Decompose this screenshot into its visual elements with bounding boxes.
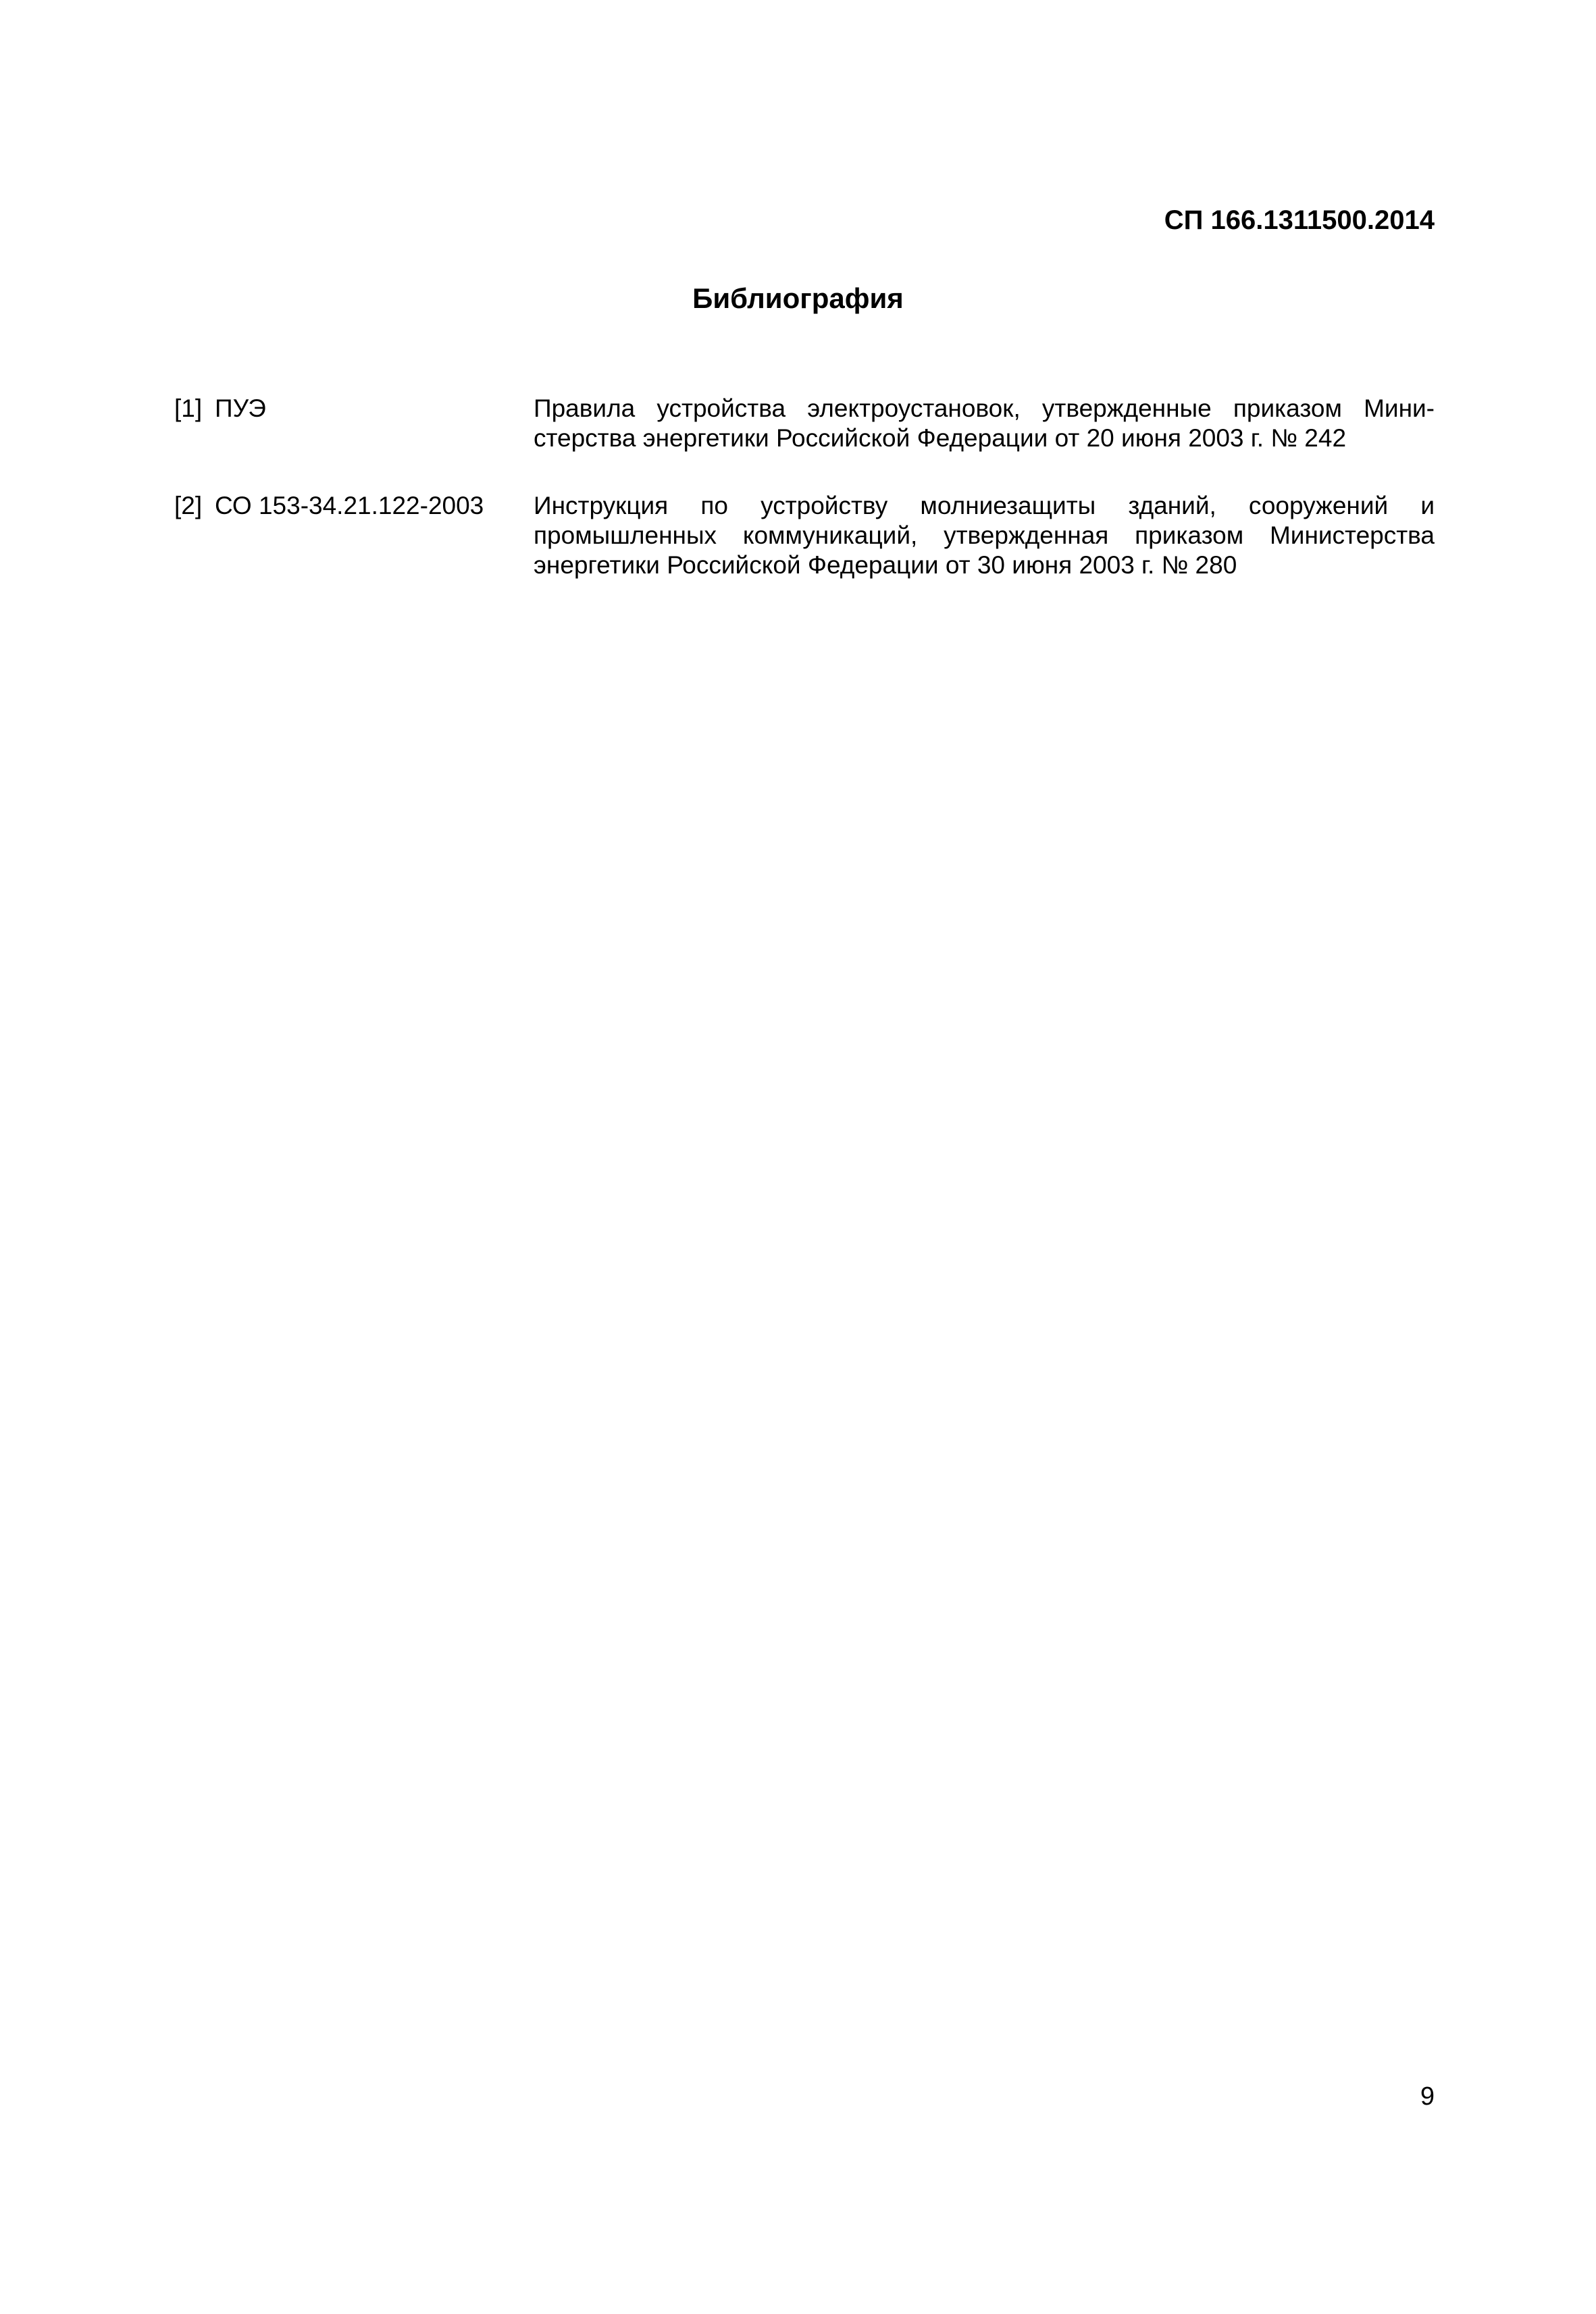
document-code: СП 166.1311500.2014 — [1164, 205, 1435, 235]
entry-description: Правила устройства электроустановок, утвержденные приказом Министерства энергетики Российской Федерации от 20 июня 2003 г. № 242 — [534, 394, 1435, 452]
entry-reference: ПУЭ — [215, 394, 266, 422]
section-title: Библиография — [692, 282, 904, 314]
page-number: 9 — [1420, 2082, 1435, 2111]
entry-description: Инструкция по устройству молниезащиты зданий, сооружений и промышленных коммуникаций, утвержденная приказом Министерства энергетики Российской Федерации от 30 июня 2003 г. № 280 — [534, 492, 1435, 579]
entry-reference: СО 153-34.21.122-2003 — [215, 492, 484, 519]
entry-number: [2] — [174, 492, 203, 519]
entry-number: [1] — [174, 394, 203, 422]
